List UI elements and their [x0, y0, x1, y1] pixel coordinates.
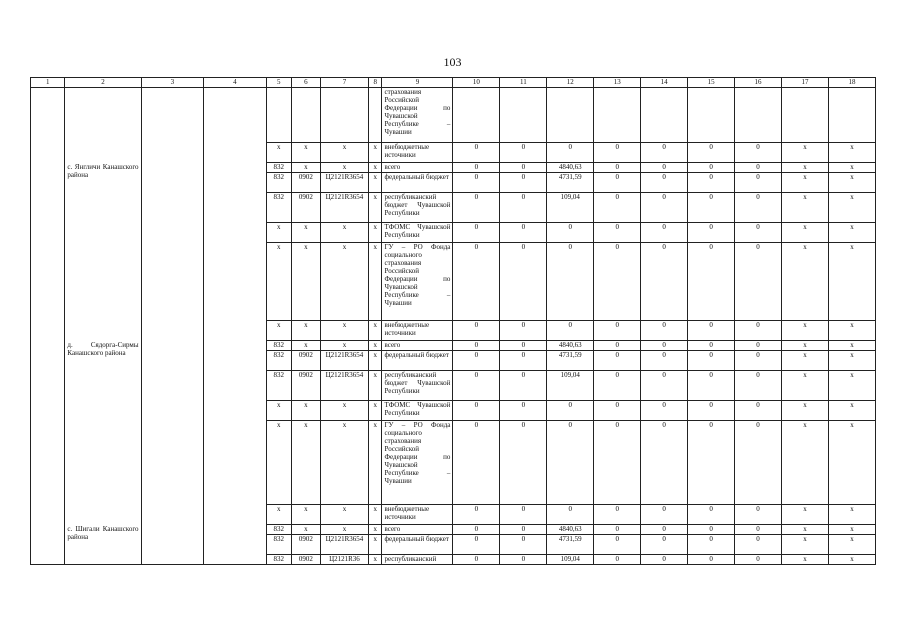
column-header: 2	[65, 78, 141, 88]
cell-col-15: 0	[688, 401, 735, 421]
cell-col-7: x	[320, 243, 368, 321]
cell-col-10	[453, 88, 500, 143]
cell-col-13: 0	[594, 321, 641, 341]
column-header: 5	[266, 78, 291, 88]
cell-col-14: 0	[641, 525, 688, 535]
cell-col-14: 0	[641, 193, 688, 223]
cell-col-14	[641, 88, 688, 143]
cell-col-8: x	[368, 371, 382, 401]
cell-col-5	[266, 88, 291, 143]
table-bottom-border	[31, 565, 876, 566]
cell-col-13: 0	[594, 243, 641, 321]
cell-col-10: 0	[453, 371, 500, 401]
cell-col-14: 0	[641, 351, 688, 371]
cell-col-16: 0	[735, 341, 782, 351]
cell-col-12: 0	[547, 243, 594, 321]
cell-col-17: x	[781, 555, 828, 565]
cell-col-15: 0	[688, 351, 735, 371]
cell-col-18: x	[828, 193, 875, 223]
cell-col-11: 0	[500, 371, 547, 401]
column-header: 11	[500, 78, 547, 88]
cell-col-13: 0	[594, 371, 641, 401]
cell-col-14: 0	[641, 163, 688, 173]
cell-col-16: 0	[735, 525, 782, 535]
cell-col-13: 0	[594, 341, 641, 351]
cell-col-12: 4731,59	[547, 173, 594, 193]
cell-col-5: 832	[266, 535, 291, 555]
cell-col-12: 109,04	[547, 371, 594, 401]
cell-col-11: 0	[500, 421, 547, 505]
cell-col-12: 109,04	[547, 193, 594, 223]
cell-col-5: 832	[266, 351, 291, 371]
cell-col-17: x	[781, 193, 828, 223]
cell-col-6: x	[291, 421, 320, 505]
cell-col-5: 832	[266, 371, 291, 401]
cell-col-6	[291, 88, 320, 143]
cell-col-4	[204, 88, 267, 163]
cell-col-18: x	[828, 371, 875, 401]
cell-col-13: 0	[594, 421, 641, 505]
cell-col-5: x	[266, 505, 291, 525]
cell-col-15: 0	[688, 421, 735, 505]
cell-col-5: 832	[266, 555, 291, 565]
cell-col-6: x	[291, 223, 320, 243]
cell-col-16: 0	[735, 505, 782, 525]
cell-col-17: x	[781, 351, 828, 371]
cell-col-6: x	[291, 401, 320, 421]
cell-col-10: 0	[453, 321, 500, 341]
cell-col-17: x	[781, 371, 828, 401]
cell-col-13: 0	[594, 173, 641, 193]
cell-col-18	[828, 88, 875, 143]
cell-col-1	[31, 88, 65, 565]
column-header: 10	[453, 78, 500, 88]
cell-col-10: 0	[453, 351, 500, 371]
cell-col-15: 0	[688, 535, 735, 555]
cell-col-10: 0	[453, 555, 500, 565]
cell-col-6: x	[291, 505, 320, 525]
cell-col-16: 0	[735, 193, 782, 223]
cell-col-15: 0	[688, 193, 735, 223]
cell-col-11: 0	[500, 193, 547, 223]
cell-col-16: 0	[735, 535, 782, 555]
cell-col-7: x	[320, 143, 368, 163]
cell-col-7: Ц2121R36	[320, 555, 368, 565]
cell-col-5: 832	[266, 193, 291, 223]
cell-col-10: 0	[453, 525, 500, 535]
cell-col-14: 0	[641, 535, 688, 555]
cell-col-15: 0	[688, 525, 735, 535]
cell-col-8: x	[368, 173, 382, 193]
cell-col-17: x	[781, 143, 828, 163]
cell-col-8: x	[368, 321, 382, 341]
cell-col-15: 0	[688, 505, 735, 525]
cell-col-6: x	[291, 243, 320, 321]
table-row	[31, 88, 876, 143]
cell-col-16: 0	[735, 421, 782, 505]
cell-col-17: x	[781, 173, 828, 193]
cell-col-12: 0	[547, 321, 594, 341]
cell-col-8: x	[368, 525, 382, 535]
cell-col-18: x	[828, 143, 875, 163]
cell-col-11: 0	[500, 143, 547, 163]
cell-col-16: 0	[735, 223, 782, 243]
cell-col-8: x	[368, 163, 382, 173]
cell-col-7: x	[320, 401, 368, 421]
cell-col-18: x	[828, 535, 875, 555]
cell-col-12: 4840,63	[547, 341, 594, 351]
cell-col-15: 0	[688, 371, 735, 401]
cell-col-10: 0	[453, 341, 500, 351]
cell-col-5: x	[266, 421, 291, 505]
cell-col-3	[141, 163, 204, 341]
cell-col-8: x	[368, 243, 382, 321]
cell-description: федеральный бюджет	[382, 535, 453, 555]
cell-col-3	[141, 525, 204, 565]
cell-col-7: x	[320, 321, 368, 341]
location-cell: д. Сядорга-Сирмы Канашского района	[65, 341, 141, 525]
cell-col-7: x	[320, 421, 368, 505]
cell-col-12: 109,04	[547, 555, 594, 565]
cell-col-16: 0	[735, 371, 782, 401]
cell-col-5: x	[266, 143, 291, 163]
cell-col-12: 4840,63	[547, 525, 594, 535]
cell-col-17: x	[781, 401, 828, 421]
cell-col-11: 0	[500, 243, 547, 321]
cell-col-14: 0	[641, 555, 688, 565]
cell-col-13: 0	[594, 163, 641, 173]
budget-table	[30, 77, 876, 565]
cell-col-6: x	[291, 143, 320, 163]
cell-col-11: 0	[500, 223, 547, 243]
cell-col-6: x	[291, 525, 320, 535]
cell-col-11: 0	[500, 163, 547, 173]
cell-col-17: x	[781, 321, 828, 341]
column-header: 16	[735, 78, 782, 88]
cell-col-8: x	[368, 351, 382, 371]
cell-col-6: x	[291, 163, 320, 173]
cell-col-6: 0902	[291, 371, 320, 401]
cell-description: внебюджетные источники	[382, 321, 453, 341]
cell-col-6: x	[291, 341, 320, 351]
cell-col-7: x	[320, 223, 368, 243]
cell-col-13: 0	[594, 223, 641, 243]
cell-col-17: x	[781, 525, 828, 535]
cell-col-15: 0	[688, 173, 735, 193]
cell-col-7: x	[320, 341, 368, 351]
cell-col-18: x	[828, 223, 875, 243]
cell-col-15: 0	[688, 223, 735, 243]
cell-col-17: x	[781, 421, 828, 505]
column-header: 4	[204, 78, 267, 88]
cell-col-18: x	[828, 401, 875, 421]
cell-col-16: 0	[735, 173, 782, 193]
cell-col-6: x	[291, 321, 320, 341]
cell-col-13: 0	[594, 505, 641, 525]
cell-col-3	[141, 88, 204, 163]
cell-col-15: 0	[688, 555, 735, 565]
cell-col-15: 0	[688, 341, 735, 351]
cell-col-7: Ц2121R3654	[320, 371, 368, 401]
cell-col-13: 0	[594, 525, 641, 535]
cell-col-5: x	[266, 321, 291, 341]
cell-col-8: x	[368, 421, 382, 505]
cell-col-16: 0	[735, 351, 782, 371]
cell-col-18: x	[828, 351, 875, 371]
cell-description: республиканский бюджет Чувашской Республики	[382, 371, 453, 401]
cell-col-4	[204, 525, 267, 565]
column-header: 8	[368, 78, 382, 88]
column-header: 14	[641, 78, 688, 88]
cell-col-13: 0	[594, 535, 641, 555]
cell-col-5: 832	[266, 163, 291, 173]
cell-col-13: 0	[594, 143, 641, 163]
cell-col-8: x	[368, 193, 382, 223]
cell-col-11	[500, 88, 547, 143]
column-header: 13	[594, 78, 641, 88]
cell-col-12: 0	[547, 143, 594, 163]
location-cell: с. Шигали Канашского района	[65, 525, 141, 565]
cell-col-7: Ц2121R3654	[320, 535, 368, 555]
cell-col-18: x	[828, 421, 875, 505]
cell-col-11: 0	[500, 341, 547, 351]
cell-col-11: 0	[500, 555, 547, 565]
cell-col-7: Ц2121R3654	[320, 351, 368, 371]
cell-col-7	[320, 88, 368, 143]
table-row	[31, 525, 876, 535]
cell-col-8: x	[368, 535, 382, 555]
cell-col-10: 0	[453, 535, 500, 555]
cell-col-8: x	[368, 223, 382, 243]
column-header: 1	[31, 78, 65, 88]
cell-col-7: x	[320, 525, 368, 535]
cell-col-16	[735, 88, 782, 143]
cell-col-12: 0	[547, 421, 594, 505]
cell-description: ГУ – РО Фонда социального страхования Российской Федерации по Чувашской Республике – Чувашии	[382, 421, 453, 505]
table-row	[31, 341, 876, 351]
cell-col-5: 832	[266, 173, 291, 193]
cell-col-8: x	[368, 143, 382, 163]
cell-col-18: x	[828, 505, 875, 525]
cell-col-12	[547, 88, 594, 143]
cell-col-18: x	[828, 163, 875, 173]
cell-col-12: 0	[547, 223, 594, 243]
cell-description: ТФОМС Чувашской Республики	[382, 401, 453, 421]
cell-col-7: x	[320, 163, 368, 173]
cell-col-8: x	[368, 555, 382, 565]
cell-description: всего	[382, 163, 453, 173]
cell-col-15: 0	[688, 243, 735, 321]
cell-col-16: 0	[735, 401, 782, 421]
table-row	[31, 163, 876, 173]
cell-description: всего	[382, 525, 453, 535]
column-header: 17	[781, 78, 828, 88]
cell-col-6: 0902	[291, 173, 320, 193]
cell-col-16: 0	[735, 555, 782, 565]
cell-col-7: Ц2121R3654	[320, 173, 368, 193]
cell-col-13: 0	[594, 401, 641, 421]
cell-col-18: x	[828, 243, 875, 321]
cell-col-11: 0	[500, 321, 547, 341]
cell-col-12: 0	[547, 505, 594, 525]
cell-col-16: 0	[735, 143, 782, 163]
column-header: 6	[291, 78, 320, 88]
cell-col-7: Ц2121R3654	[320, 193, 368, 223]
cell-col-6: 0902	[291, 193, 320, 223]
cell-col-15: 0	[688, 163, 735, 173]
cell-col-12: 4731,59	[547, 535, 594, 555]
cell-col-18: x	[828, 525, 875, 535]
cell-col-13	[594, 88, 641, 143]
cell-col-6: 0902	[291, 351, 320, 371]
column-header: 12	[547, 78, 594, 88]
cell-col-16: 0	[735, 243, 782, 321]
cell-col-5: 832	[266, 525, 291, 535]
cell-description: всего	[382, 341, 453, 351]
cell-col-10: 0	[453, 163, 500, 173]
cell-col-14: 0	[641, 401, 688, 421]
cell-col-17	[781, 88, 828, 143]
cell-description: федеральный бюджет	[382, 351, 453, 371]
cell-col-8: x	[368, 401, 382, 421]
cell-col-13: 0	[594, 351, 641, 371]
cell-col-3	[141, 341, 204, 525]
cell-col-5: x	[266, 223, 291, 243]
cell-col-17: x	[781, 163, 828, 173]
cell-col-14: 0	[641, 321, 688, 341]
cell-description: страхования Российской Федерации по Чувашской Республике – Чувашии	[382, 88, 453, 143]
column-header: 9	[382, 78, 453, 88]
cell-col-10: 0	[453, 505, 500, 525]
cell-col-8: x	[368, 341, 382, 351]
cell-col-14: 0	[641, 173, 688, 193]
cell-col-17: x	[781, 243, 828, 321]
cell-col-11: 0	[500, 401, 547, 421]
cell-col-11: 0	[500, 173, 547, 193]
cell-col-10: 0	[453, 243, 500, 321]
cell-col-14: 0	[641, 243, 688, 321]
cell-col-14: 0	[641, 505, 688, 525]
cell-col-12: 4840,63	[547, 163, 594, 173]
cell-col-10: 0	[453, 173, 500, 193]
cell-col-10: 0	[453, 223, 500, 243]
cell-col-11: 0	[500, 535, 547, 555]
cell-col-11: 0	[500, 525, 547, 535]
cell-col-10: 0	[453, 193, 500, 223]
cell-col-13: 0	[594, 555, 641, 565]
cell-col-7: x	[320, 505, 368, 525]
cell-col-8: x	[368, 505, 382, 525]
cell-col-17: x	[781, 341, 828, 351]
cell-description: республиканский бюджет Чувашской Республики	[382, 193, 453, 223]
cell-col-14: 0	[641, 421, 688, 505]
column-header: 15	[688, 78, 735, 88]
column-header: 7	[320, 78, 368, 88]
cell-col-8	[368, 88, 382, 143]
cell-col-15: 0	[688, 321, 735, 341]
cell-col-18: x	[828, 173, 875, 193]
cell-col-17: x	[781, 505, 828, 525]
cell-description: республиканский	[382, 555, 453, 565]
page-number: 103	[443, 55, 462, 69]
cell-col-10: 0	[453, 401, 500, 421]
cell-description: ГУ – РО Фонда социального страхования Российской Федерации по Чувашской Республике – Чувашии	[382, 243, 453, 321]
cell-col-4	[204, 163, 267, 341]
cell-col-10: 0	[453, 143, 500, 163]
cell-col-13: 0	[594, 193, 641, 223]
cell-col-4	[204, 341, 267, 525]
header-row	[31, 78, 876, 88]
cell-description: ТФОМС Чувашской Республики	[382, 223, 453, 243]
cell-col-11: 0	[500, 351, 547, 371]
column-header: 3	[141, 78, 204, 88]
cell-col-6: 0902	[291, 555, 320, 565]
cell-col-15	[688, 88, 735, 143]
cell-col-18: x	[828, 555, 875, 565]
cell-col-5: 832	[266, 341, 291, 351]
cell-col-17: x	[781, 535, 828, 555]
cell-col-14: 0	[641, 143, 688, 163]
cell-col-6: 0902	[291, 535, 320, 555]
cell-col-12: 4731,59	[547, 351, 594, 371]
cell-col-16: 0	[735, 321, 782, 341]
column-header: 18	[828, 78, 875, 88]
cell-col-14: 0	[641, 223, 688, 243]
cell-description: внебюджетные источники	[382, 505, 453, 525]
cell-col-16: 0	[735, 163, 782, 173]
cell-col-14: 0	[641, 341, 688, 351]
cell-col-11: 0	[500, 505, 547, 525]
location-cell: с. Янгличи Канашского района	[65, 163, 141, 341]
cell-col-15: 0	[688, 143, 735, 163]
cell-col-14: 0	[641, 371, 688, 401]
cell-col-5: x	[266, 401, 291, 421]
cell-col-10: 0	[453, 421, 500, 505]
cell-col-5: x	[266, 243, 291, 321]
cell-col-12: 0	[547, 401, 594, 421]
cell-col-17: x	[781, 223, 828, 243]
cell-description: федеральный бюджет	[382, 173, 453, 193]
cell-col-18: x	[828, 321, 875, 341]
cell-col-2	[65, 88, 141, 163]
cell-description: внебюджетные источники	[382, 143, 453, 163]
cell-col-18: x	[828, 341, 875, 351]
